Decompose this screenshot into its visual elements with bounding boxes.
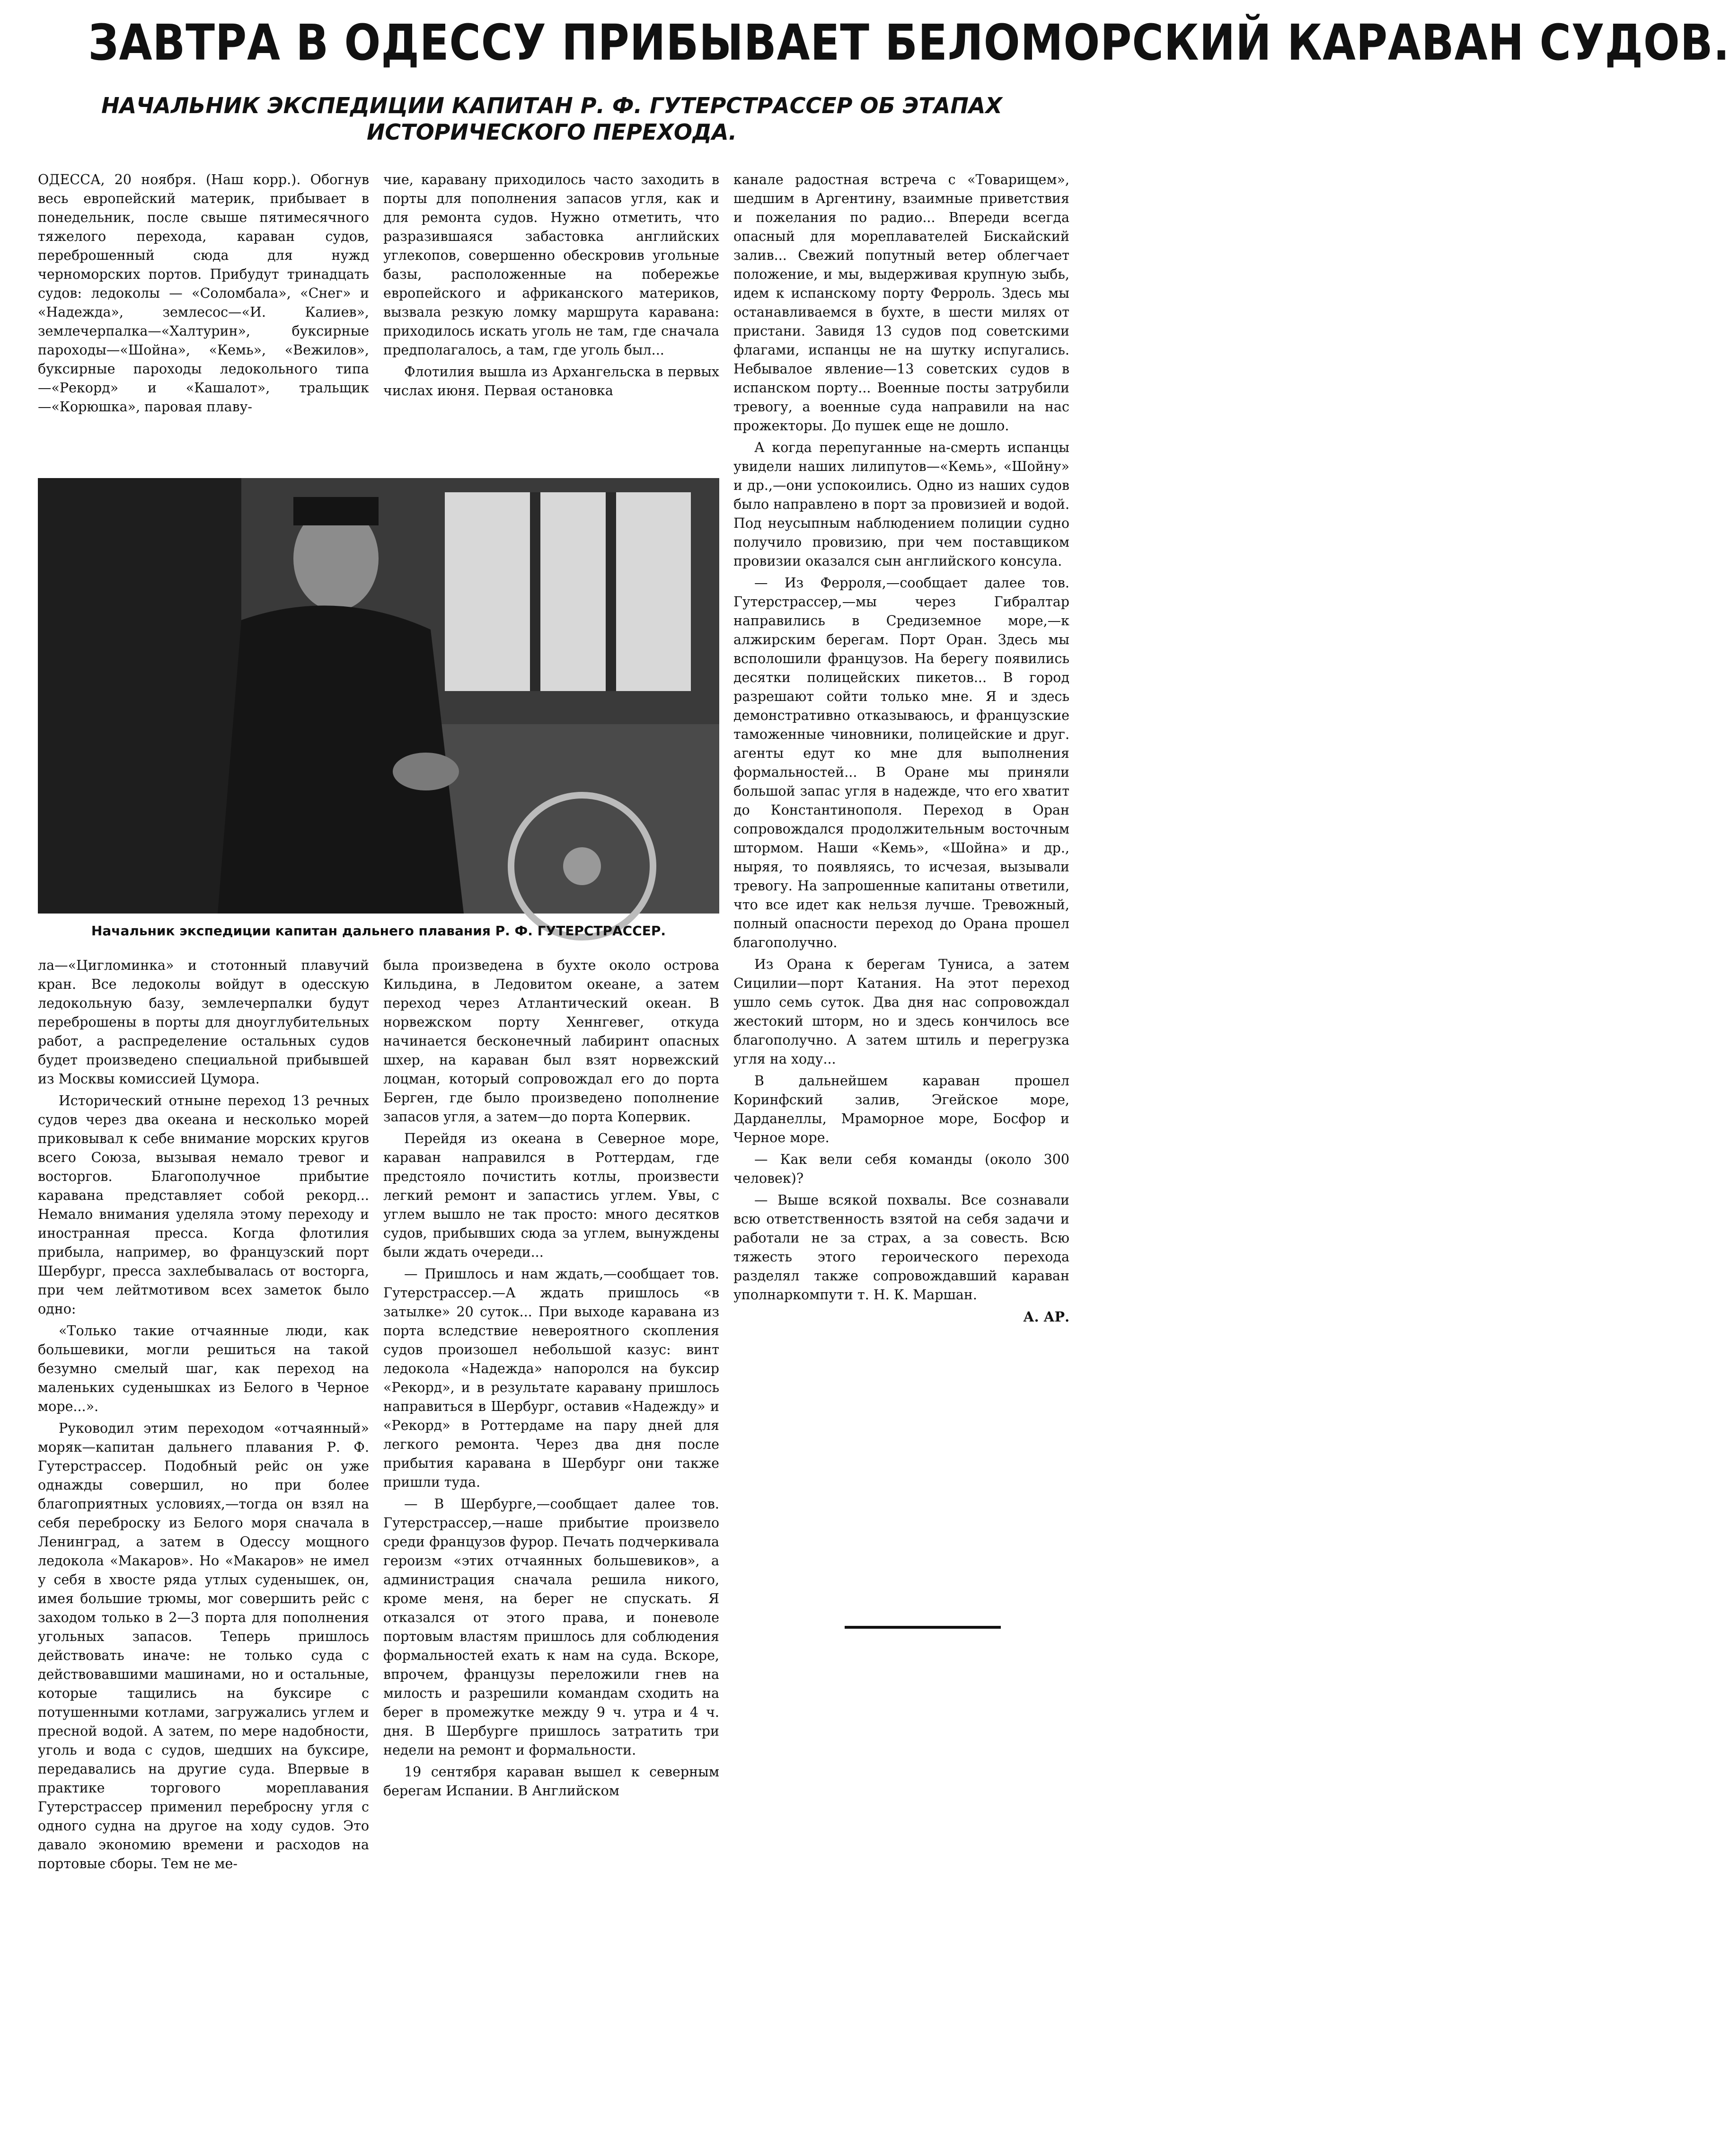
column-1-top bbox=[38, 170, 369, 464]
paragraph: канале радостная встреча с «Товарищем», шедшим в Аргентину, взаимные приветствия и пожелания по радио... Впереди всегда опасный для мореплавателей Бискайский залив... Свежий попутный ветер облегчает положение, и мы, выдерживая крупную зыбь, идем к испанскому порту Ферроль. Здесь мы останавливаемся в бухте, в шести милях от пристани. Завидя 13 судов под советскими флагами, испанцы не на шутку испугались. Небывалое явление—13 советских судов в испанском порту... Военные посты затрубили тревогу, а военные суда направили на нас прожекторы. До пушек еще не дошло. bbox=[733, 172, 1069, 434]
paragraph: чие, каравану приходилось часто заходить в порты для пополнения запасов угля, как и для ремонта судов. Нужно отметить, что разразившаяся забастовка английских углекопов, совершенно обескровив угольные базы, расположенные на побережье европейского и африканского материков, вызвала резкую ломку маршрута каравана: приходилось искать уголь не там, где сначала предполагалось, а там, где уголь был... bbox=[383, 172, 719, 358]
portrait-photo bbox=[38, 478, 719, 914]
paragraph: В дальнейшем караван прошел Коринфский залив, Эгейское море, Дарданеллы, Мраморное море, Босфор и Черное море. bbox=[733, 1073, 1069, 1145]
paragraph: — Пришлось и нам ждать,—сообщает тов. Гутерстрассер.—А ждать пришлось «в затылке» 20 суток... При выходе каравана из порта вследствие невероятного скопления судов произошел небольшой казус: винт ледокола «Надежда» напоролся на буксир «Рекорд», и в результате каравану пришлось направиться в Шербург, оставив «Надежду» и «Рекорд» в Роттердаме на пару дней для легкого ремонта. Через два дня после прибытия каравана в Шербург они также пришли туда. bbox=[383, 1266, 719, 1490]
paragraph: Флотилия вышла из Архангельска в первых числах июня. Первая остановка bbox=[383, 364, 719, 399]
paragraph: 19 сентября караван вышел к северным берегам Испании. В Английском bbox=[383, 1764, 719, 1799]
paragraph: ОДЕССА, 20 ноября. (Наш корр.). Обогнув весь европейский материк, прибывает в понедельник, после свыше пятимесячного тяжелого перехода, караван судов, переброшенный сюда для нужд черноморских портов. Прибудут тринадцать судов: ледоколы — «Соломбала», «Снег» и «Надежда», землесос—«И. Калиев», землечерпалка—«Халтурин», буксирные пароходы—«Шойна», «Кемь», «Вежилов», буксирные пароходы ледокольного типа—«Рекорд» и «Кашалот», тральщик—«Корюшка», паровая плаву- bbox=[38, 172, 369, 415]
paragraph: — Как вели себя команды (около 300 человек)? bbox=[733, 1152, 1069, 1186]
column-3 bbox=[733, 170, 1069, 1619]
subheadline: НАЧАЛЬНИК ЭКСПЕДИЦИИ КАПИТАН Р. Ф. ГУТЕРСТРАССЕР ОБ ЭТАПАХ ИСТОРИЧЕСКОГО ПЕРЕХОДА. bbox=[101, 93, 1002, 145]
paragraph: — В Шербурге,—сообщает далее тов. Гутерстрассер,—наше прибытие произвело среди французов фурор. Печать подчеркивала героизм «этих отчаянных большевиков», а администрация сначала решила никого, кроме меня, на берег не спускать. Я отказался от этого права, и поневоле портовым властям пришлось для соблюдения формальностей ехать к нам на суда. Вскоре, впрочем, французы переложили гнев на милость и разрешили командам сходить на берег в промежутке между 9 ч. утра и 4 ч. дня. В Шербурге пришлось затратить три недели на ремонт и формальности. bbox=[383, 1496, 719, 1758]
paragraph: ла—«Цигломинка» и стотонный плавучий кран. Все ледоколы войдут в одесскую ледокольную базу, землечерпалки будут переброшены в порты для дноуглубительных работ, а распределение остальных судов будет произведено специальной прибывшей из Москвы комиссией Цумора. bbox=[38, 958, 369, 1087]
paragraph: — Из Ферроля,—сообщает далее тов. Гутерстрассер,—мы через Гибралтар направились в Средиземное море,—к алжирским берегам. Порт Оран. Здесь мы всполошили французов. На берегу появились десятки полицейских пикетов... В город разрешают сойти только мне. Я и здесь демонстративно отказываюсь, и французские таможенные чиновники, полицейские и друг. агенты едут ко мне для выполнения формальностей... В Оране мы приняли большой запас угля в надежде, что его хватит до Константинополя. Переход в Оран сопровождался продолжительным восточным штормом. Наши «Кемь», «Шойна» и др., ныряя, то появляясь, то исчезая, вызывали тревогу. На запрошенные капитаны ответили, что все идет как нельзя лучше. Тревожный, полный опасности переход до Орана прошел благополучно. bbox=[733, 575, 1069, 950]
paragraph: Исторический отныне переход 13 речных судов через два океана и несколько морей приковывал к себе внимание морских кругов всего Союза, вызывая немало тревог и восторгов. Благополучное прибытие каравана представляет собой рекорд... Немало внимания уделяла этому переходу и иностранная пресса. Когда флотилия прибыла, например, во французский порт Шербург, пресса захлебывалась от восторга, при чем лейтмотивом всех заметок было одно: bbox=[38, 1093, 369, 1317]
headline: ЗАВТРА В ОДЕССУ ПРИБЫВАЕТ БЕЛОМОРСКИЙ КАРАВАН СУДОВ. bbox=[88, 14, 1730, 71]
column-2-bottom bbox=[383, 956, 719, 2139]
paragraph: Перейдя из океана в Северное море, караван направился в Роттердам, где предстояло почистить котлы, произвести легкий ремонт и запастись углем. Увы, с углем вышло не так просто: много десятков судов, прибывших сюда за углем, вынуждены были ждать очереди... bbox=[383, 1131, 719, 1260]
paragraph: была произведена в бухте около острова Кильдина, в Ледовитом океане, а затем переход через Атлантический океан. В норвежском порту Хеннгевег, откуда начинается бесконечный лабиринт опасных шхер, на караван был взят норвежский лоцман, который сопровождал его до порта Берген, где было произведено пополнение запасов угля, а затем—до порта Копервик. bbox=[383, 958, 719, 1125]
paragraph: «Только такие отчаянные люди, как большевики, могли решиться на такой безумно смелый шаг, как переход на маленьких суденышках из Белого в Черное море...». bbox=[38, 1323, 369, 1414]
signature: А. АР. bbox=[1023, 1309, 1069, 1325]
paragraph: — Выше всякой похвалы. Все сознавали всю ответственность взятой на себя задачи и работали не за страх, а за совесть. Всю тяжесть этого героического перехода разделял также сопровождавший караван уполнаркомпути т. Н. К. Маршан. bbox=[733, 1192, 1069, 1303]
portrait-photo-image bbox=[38, 478, 719, 914]
photo-caption: Начальник экспедиции капитан дальнего плавания Р. Ф. ГУТЕРСТРАССЕР. bbox=[91, 923, 666, 939]
end-rule bbox=[845, 1626, 1001, 1629]
column-2-top bbox=[383, 170, 719, 464]
paragraph: Из Орана к берегам Туниса, а затем Сицилии—порт Катания. На этот переход ушло семь суток. Два дня нас сопровождал жестокий шторм, но и здесь кончилось все благополучно. А затем штиль и перегрузка угля на ходу... bbox=[733, 957, 1069, 1067]
column-1-bottom bbox=[38, 956, 369, 2139]
paragraph: Руководил этим переходом «отчаянный» моряк—капитан дальнего плавания Р. Ф. Гутерстрассер. Подобный рейс он уже однажды совершил, но при более благоприятных условиях,—тогда он взял на себя переброску из Белого моря сначала в Ленинград, а затем в Одессу мощного ледокола «Макаров». Но «Макаров» не имел у себя в хвосте ряда утлых суденышек, он, имея большие трюмы, мог совершить рейс с заходом только в 2—3 порта для пополнения угольных запасов. Теперь пришлось действовать иначе: не только суда с действовавшими машинами, но и остальные, которые тащились на буксире с потушенными котлами, загружались углем и пресной водой. А затем, по мере надобности, уголь и вода с судов, шедших на буксире, передавались на другие суда. Впервые в практике торгового мореплавания Гутерстрассер применил перебросну угля с одного судна на другое на ходу судов. Это давало экономию времени и расходов на портовые сборы. Тем не ме- bbox=[38, 1420, 369, 1872]
paragraph: А когда перепуганные на-смерть испанцы увидели наших лилипутов—«Кемь», «Шойну» и др.,—они успокоились. Одно из наших судов было направлено в порт за провизией и водой. Под неусыпным наблюдением полиции судно получило провизию, при чем поставщиком провизии оказался сын английского консула. bbox=[733, 440, 1069, 569]
